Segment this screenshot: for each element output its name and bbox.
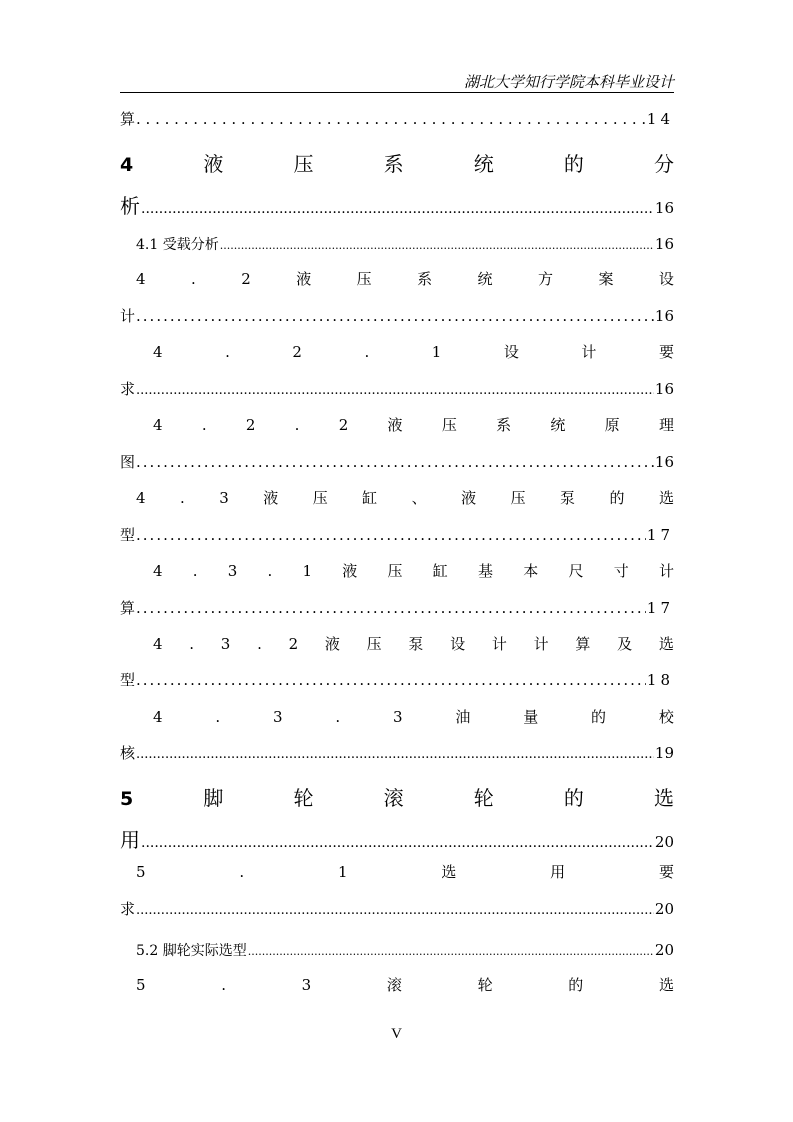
toc-char: 设 [450, 635, 466, 653]
toc-char: 原 [604, 416, 620, 434]
toc-char: 的 [609, 489, 625, 507]
toc-page-number: 18 [646, 671, 674, 689]
toc-char: . [257, 635, 262, 653]
toc-char: . [190, 270, 196, 288]
toc-char: 案 [598, 270, 614, 288]
toc-char: 3 [220, 635, 231, 653]
toc-page-number: 16 [654, 380, 674, 398]
toc-entry-continuation[interactable] [120, 108, 674, 129]
dot-leader [141, 201, 654, 217]
dot-leader [136, 453, 654, 471]
toc-heading-5-line1[interactable] [120, 782, 674, 811]
toc-entry-4-2-1-line2[interactable] [120, 378, 674, 399]
toc-char: 压 [441, 416, 457, 434]
toc-entry-text: 析 [120, 194, 140, 218]
toc-heading-4-line2[interactable] [120, 190, 674, 219]
dot-leader [136, 903, 654, 918]
toc-char: 3 [227, 562, 238, 580]
toc-char: . [267, 562, 273, 580]
toc-char: 统 [477, 270, 493, 288]
toc-entry-4-2-2-line1[interactable] [153, 414, 674, 435]
toc-char: 滚 [386, 976, 402, 994]
toc-char: 选 [658, 976, 674, 994]
toc-char: . [215, 708, 221, 726]
toc-entry-5-3-line1[interactable] [136, 974, 674, 995]
toc-char: 基 [478, 562, 494, 580]
toc-char: 2 [338, 416, 349, 434]
toc-char: 算 [575, 635, 591, 653]
toc-char: 量 [523, 708, 539, 726]
toc-char: . [364, 343, 370, 361]
toc-char: 2 [241, 270, 251, 288]
toc-entry-5-1-line2[interactable] [120, 898, 674, 919]
toc-char: 要 [658, 343, 674, 361]
toc-char: 压 [356, 270, 372, 288]
toc-entry-text: 核 [120, 744, 136, 762]
toc-char: 液 [342, 562, 358, 580]
toc-entry-5-2[interactable] [136, 940, 674, 960]
toc-char: 油 [455, 708, 471, 726]
toc-char: 脚 [203, 786, 224, 810]
toc-entry-4-3-2-line2[interactable] [120, 669, 674, 690]
toc-char: 计 [491, 635, 507, 653]
toc-char: 缸 [362, 489, 378, 507]
toc-char: 的 [568, 976, 584, 994]
dot-leader [136, 110, 646, 128]
toc-char: 2 [292, 343, 302, 361]
toc-entry-text: 求 [120, 900, 136, 918]
toc-page-number: 20 [654, 900, 674, 918]
toc-char: 压 [387, 562, 403, 580]
dot-leader [136, 747, 654, 762]
toc-char: 液 [203, 152, 224, 176]
toc-entry-4-1[interactable] [136, 234, 674, 254]
toc-char: 缸 [432, 562, 448, 580]
toc-char: 理 [658, 416, 674, 434]
toc-char: 5 [136, 863, 146, 881]
toc-char: 2 [288, 635, 299, 653]
toc-char: 轮 [293, 786, 314, 810]
toc-char: 计 [533, 635, 549, 653]
toc-char: 、 [411, 489, 427, 507]
toc-char: 选 [658, 635, 674, 653]
toc-char: . [335, 708, 341, 726]
toc-char: 的 [563, 786, 584, 810]
toc-char: 选 [658, 489, 674, 507]
toc-char: 系 [496, 416, 512, 434]
toc-char: 的 [563, 152, 584, 176]
toc-page-number: 20 [654, 941, 674, 959]
toc-char: 分 [653, 152, 674, 176]
toc-entry-text: 计 [120, 307, 136, 325]
toc-char: 液 [387, 416, 403, 434]
toc-page-number: 17 [646, 599, 674, 617]
toc-char: 5 [136, 976, 146, 994]
toc-entry-text: 用 [120, 828, 140, 852]
toc-char: . [239, 863, 245, 881]
toc-page-number: 16 [654, 453, 674, 471]
toc-char: 液 [324, 635, 340, 653]
toc-char: 3 [219, 489, 229, 507]
toc-entry-4-3-line1[interactable] [136, 487, 674, 508]
toc-char: 液 [263, 489, 279, 507]
toc-char: . [201, 416, 207, 434]
toc-char: 寸 [613, 562, 629, 580]
toc-entry-text: 型 [120, 526, 136, 544]
toc-entry-text: 图 [120, 453, 136, 471]
toc-char: 选 [441, 863, 457, 881]
dot-leader [136, 526, 646, 544]
toc-char: 本 [523, 562, 539, 580]
toc-char: . [180, 489, 185, 507]
toc-char: 及 [617, 635, 633, 653]
toc-char: 轮 [473, 786, 494, 810]
toc-char: 1 [302, 562, 313, 580]
toc-char: 泵 [560, 489, 576, 507]
toc-char: . [192, 562, 198, 580]
toc-char: 系 [417, 270, 433, 288]
toc-char: 滚 [383, 786, 404, 810]
toc-char: 压 [312, 489, 328, 507]
dot-leader [136, 307, 654, 325]
toc-page-number: 14 [646, 110, 674, 128]
toc-entry-4-3-line2[interactable] [120, 524, 674, 545]
toc-entry-4-2-2-line2[interactable] [120, 451, 674, 472]
table-of-contents [120, 0, 674, 1122]
toc-entry-text: 5.2 脚轮实际选型 [136, 943, 247, 959]
toc-page-number: 17 [646, 526, 674, 544]
toc-heading-5-line2[interactable] [120, 824, 674, 853]
toc-entry-5-1-line1[interactable] [136, 861, 674, 882]
toc-char: 方 [538, 270, 554, 288]
toc-char: 3 [392, 708, 403, 726]
dot-leader [248, 945, 654, 958]
toc-char: 轮 [477, 976, 493, 994]
toc-char: 尺 [568, 562, 584, 580]
toc-char: 统 [550, 416, 566, 434]
toc-char: 4 [153, 635, 163, 653]
toc-char: 压 [293, 152, 314, 176]
toc-entry-text: 算 [120, 110, 136, 128]
toc-entry-4-2-line2[interactable] [120, 305, 674, 326]
toc-char: 3 [301, 976, 312, 994]
toc-char: 4 [136, 270, 146, 288]
toc-char: 4 [153, 416, 163, 434]
toc-char: . [294, 416, 300, 434]
toc-char: 3 [272, 708, 283, 726]
toc-char: . [221, 976, 226, 994]
toc-char: 4 [153, 562, 163, 580]
toc-entry-4-3-2-line1[interactable] [153, 633, 674, 654]
toc-char: 选 [653, 786, 674, 810]
toc-char: 校 [658, 708, 674, 726]
toc-page-number: 16 [654, 235, 674, 253]
toc-char: . [189, 635, 195, 653]
dot-leader [220, 239, 654, 252]
toc-char: 要 [658, 863, 674, 881]
toc-char: 设 [503, 343, 519, 361]
toc-entry-text: 4.1 受载分析 [136, 237, 219, 253]
toc-char: . [225, 343, 230, 361]
toc-char: 4 [153, 343, 163, 361]
toc-page-number: 16 [654, 307, 674, 325]
toc-entry-4-2-1-line1[interactable] [153, 341, 674, 362]
dot-leader [136, 671, 646, 689]
toc-entry-4-2-line1[interactable] [136, 268, 674, 289]
toc-entry-text: 算 [120, 599, 136, 617]
toc-entry-4-3-3-line2[interactable] [120, 742, 674, 763]
toc-char: 计 [658, 562, 674, 580]
toc-char: 4 [120, 154, 134, 176]
toc-char: 1 [337, 863, 348, 881]
toc-entry-4-3-1-line1[interactable] [153, 560, 674, 581]
toc-page-number: 20 [654, 833, 674, 851]
toc-char: 4 [136, 489, 146, 507]
dot-leader [136, 383, 654, 398]
toc-entry-4-3-1-line2[interactable] [120, 597, 674, 618]
toc-page-number: 16 [654, 199, 674, 217]
toc-char: 泵 [408, 635, 424, 653]
toc-entry-text: 求 [120, 380, 136, 398]
toc-char: 设 [658, 270, 674, 288]
toc-char: 统 [473, 152, 494, 176]
toc-char: 5 [120, 788, 134, 810]
toc-page-number: 19 [654, 744, 674, 762]
running-header: 湖北大学知行学院本科毕业设计 [463, 73, 674, 91]
toc-char: 压 [510, 489, 526, 507]
toc-char: 液 [296, 270, 312, 288]
toc-char: 压 [366, 635, 382, 653]
toc-entry-text: 型 [120, 671, 136, 689]
toc-char: 液 [461, 489, 477, 507]
toc-char: 1 [431, 343, 442, 361]
toc-entry-4-3-3-line1[interactable] [153, 706, 674, 727]
dot-leader [141, 835, 654, 851]
dot-leader [136, 599, 646, 617]
toc-char: 的 [591, 708, 607, 726]
toc-heading-4-line1[interactable] [120, 148, 674, 177]
toc-char: 2 [245, 416, 256, 434]
page-number-footer: V [391, 1026, 402, 1042]
toc-char: 用 [550, 863, 566, 881]
toc-char: 系 [383, 152, 404, 176]
toc-char: 4 [153, 708, 163, 726]
toc-char: 计 [581, 343, 597, 361]
